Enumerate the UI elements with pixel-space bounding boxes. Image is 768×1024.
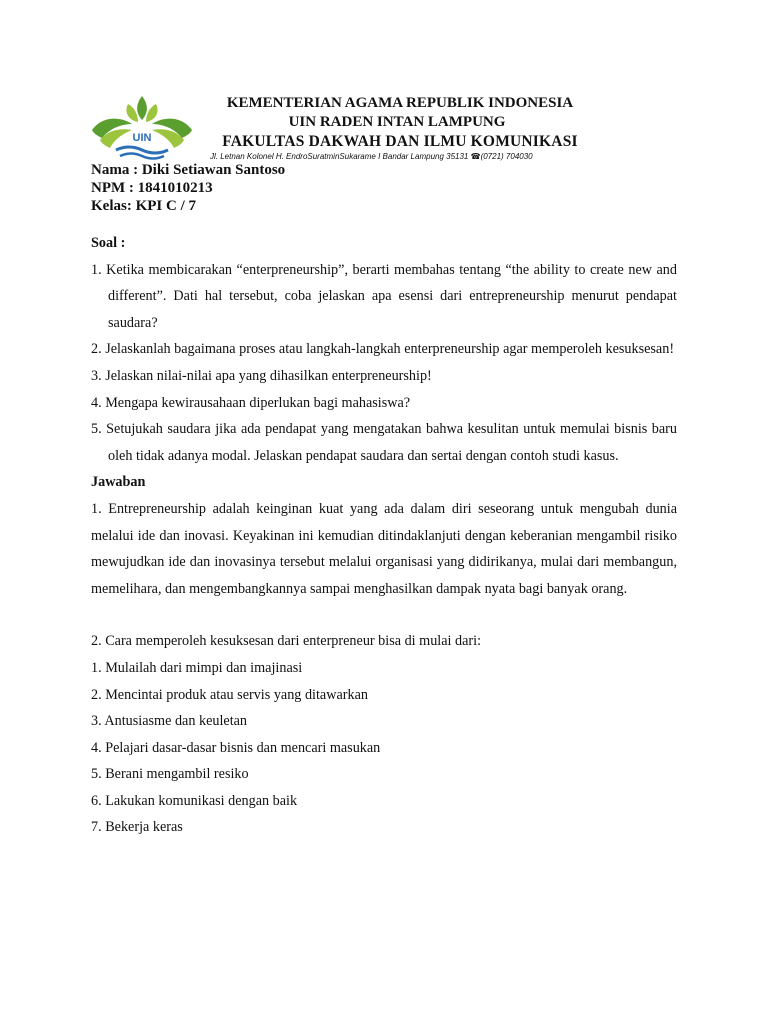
student-npm: NPM : 1841010213: [91, 180, 213, 196]
student-class: Kelas: KPI C / 7: [91, 198, 196, 214]
answer-2-list-item: 5. Berani mengambil resiko: [91, 766, 249, 783]
answer-2-list-item: 1. Mulailah dari mimpi dan imajinasi: [91, 659, 303, 676]
logo-wave-1: [116, 147, 168, 153]
blank-line: [91, 602, 677, 628]
student-identity: [91, 161, 285, 215]
soal-heading: Soal :: [91, 235, 126, 251]
student-name: Nama : Diki Setiawan Santoso: [91, 162, 286, 178]
uin-logo: [88, 94, 196, 164]
letterhead: [200, 94, 600, 163]
question-item-1: 1. Ketika membicarakan “enterpreneurship”, berarti membahas tentang “the ability to create new and different”. Dati hal tersebut, coba jelaskan apa esensi dari entrepreneurship menurut pendapat saudara?: [91, 261, 677, 331]
question-item-2: 2. Jelaskanlah bagaimana proses atau langkah-langkah enterpreneurship agar memperoleh kesuksesan!: [91, 341, 675, 358]
letterhead-university: UIN RADEN INTAN LAMPUNG: [288, 114, 506, 130]
logo-leaf-left: [126, 104, 138, 122]
jawaban-heading: Jawaban: [91, 474, 146, 491]
logo-leaf-right: [146, 104, 158, 122]
letterhead-address: Jl. Letnan Kolonel H. EndroSuratminSukarame I Bandar Lampung 35131 ☎(0721) 704030: [210, 152, 533, 161]
answer-2-list-item: 4. Pelajari dasar-dasar bisnis dan mencari masukan: [91, 739, 381, 756]
question-item-5: 5. Setujukah saudara jika ada pendapat yang mengatakan bahwa kesulitan untuk memulai bisnis baru oleh tidak adanya modal. Jelaskan pendapat saudara dan sertai dengan contoh studi kasus.: [91, 421, 677, 464]
question-item-3: 3. Jelaskan nilai-nilai apa yang dihasilkan enterpreneurship!: [91, 367, 432, 384]
letterhead-ministry: KEMENTERIAN AGAMA REPUBLIK INDONESIA: [226, 95, 574, 111]
answer-2-list-item: 2. Mencintai produk atau servis yang ditawarkan: [91, 686, 368, 703]
document-body: [91, 230, 677, 841]
answer-2-list-item: 7. Bekerja keras: [91, 819, 183, 836]
answer-2-list-item: 3. Antusiasme dan keuletan: [91, 713, 248, 730]
question-item-4: 4. Mengapa kewirausahaan diperlukan bagi mahasiswa?: [91, 394, 411, 411]
answer-1: 1. Entrepreneurship adalah keinginan kuat yang ada dalam diri seseorang untuk mengubah dunia melalui ide dan inovasi. Keyakinan ini kemudian ditindaklanjuti dengan keberanian mengambil risiko mewujudkan ide dan inovasinya tersebut melalui organisasi yang didirikanya, mulai dari membangun, memelihara, dan mengembangkannya sampai menghasilkan dampak nyata bagi banyak orang.: [91, 500, 677, 597]
logo-text: UIN: [132, 132, 152, 144]
logo-leaf-center: [137, 96, 147, 120]
letterhead-faculty: FAKULTAS DAKWAH DAN ILMU KOMUNIKASI: [222, 133, 578, 150]
answer-2-intro: 2. Cara memperoleh kesuksesan dari enterpreneur bisa di mulai dari:: [91, 633, 482, 650]
answer-2-list-item: 6. Lakukan komunikasi dengan baik: [91, 792, 298, 809]
